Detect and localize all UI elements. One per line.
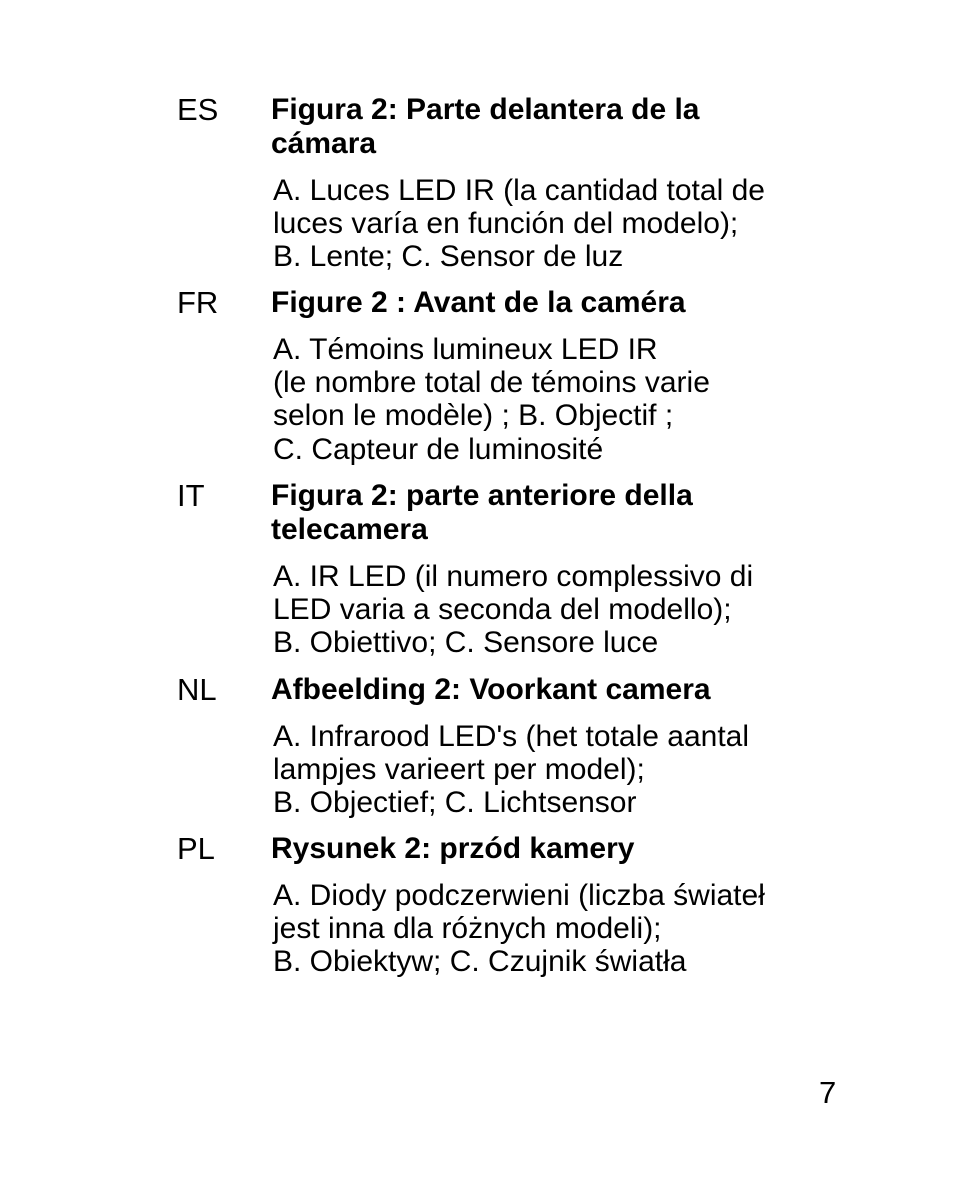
figure-caption-title: Rysunek 2: przód kamery (271, 832, 635, 865)
figure-caption-title: Afbeelding 2: Voorkant camera (271, 673, 711, 706)
figure-caption-title: Figura 2: Parte delantera de la cámara (271, 93, 700, 160)
figure-caption-description: A. Diody podczerwieni (liczba świateł jest inna dla różnych modeli); B. Obiektyw; C. Czujnik światła (273, 879, 765, 979)
figure-caption-description: A. Infrarood LED's (het totale aantal lampjes varieert per model); B. Objectief; C. Lichtsensor (273, 720, 750, 820)
figure-caption-description: A. IR LED (il numero complessivo di LED varia a seconda del modello); B. Obiettivo; C. Sensore luce (273, 560, 754, 660)
language-code: NL (177, 672, 217, 707)
language-code: PL (177, 831, 215, 866)
language-code: FR (177, 285, 219, 320)
figure-caption-description: A. Luces LED IR (la cantidad total de luces varía en función del modelo); B. Lente; C. Sensor de luz (273, 174, 765, 274)
figure-caption-title: Figure 2 : Avant de la caméra (271, 286, 686, 319)
page-number: 7 (819, 1075, 837, 1110)
language-code: ES (177, 92, 219, 127)
language-code: IT (177, 478, 205, 513)
figure-caption-title: Figura 2: parte anteriore della telecamera (271, 479, 693, 546)
figure-caption-description: A. Témoins lumineux LED IR (le nombre total de témoins varie selon le modèle) ; B. Objectif ; C. Capteur de luminosité (273, 333, 710, 466)
